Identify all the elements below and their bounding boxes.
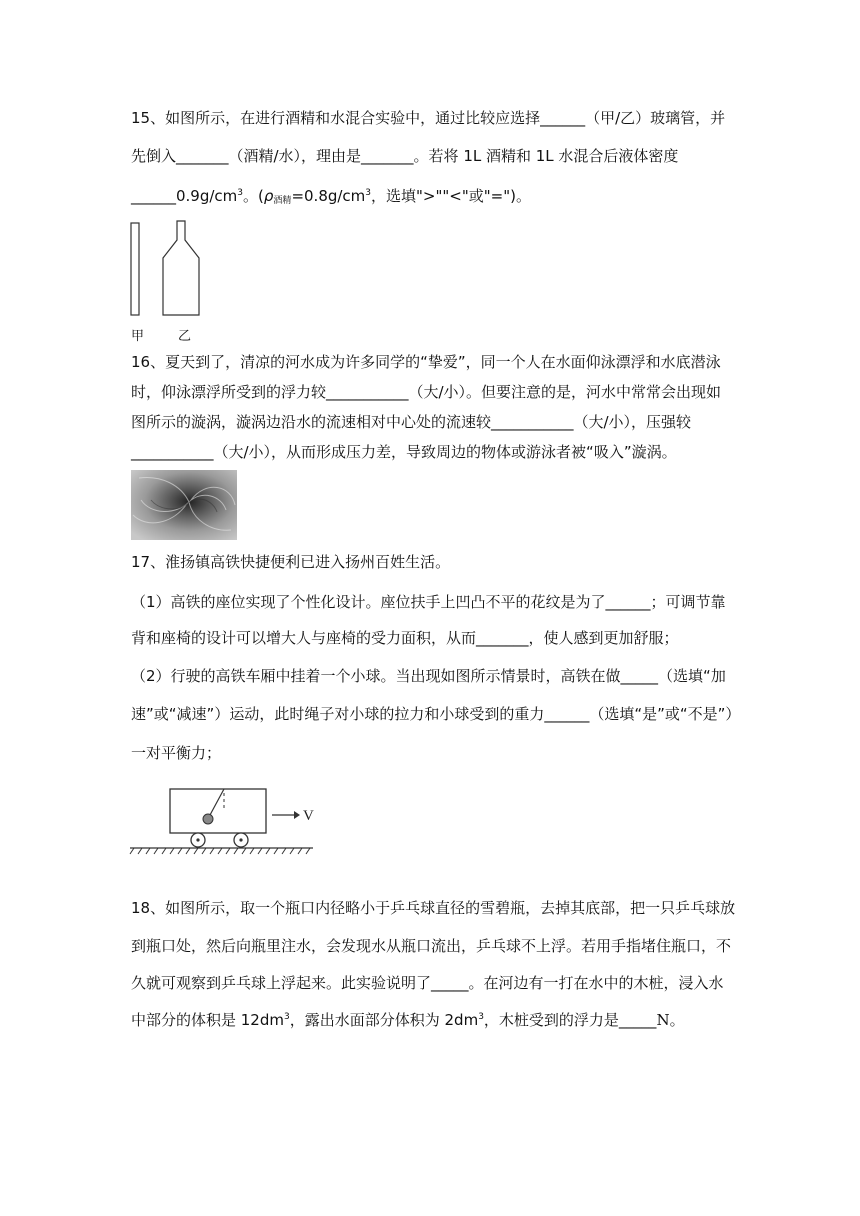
q18-line-4	[131, 1010, 685, 1030]
q17-p2-line-3: 一对平衡力；	[131, 744, 222, 762]
train-car-figure	[128, 785, 328, 855]
wheel-left-hub	[196, 838, 199, 841]
q18-text-b: ，露出水面部分体积为 2dm	[289, 1011, 479, 1029]
string	[210, 789, 224, 815]
q18-text-c: ，木桩受到的浮力是_____	[483, 1011, 657, 1029]
q15-sup2: 3	[365, 188, 372, 198]
q15-line-1: 15、如图所示，在进行酒精和水混合实验中，通过比较应选择______（甲/乙）玻璃管，并	[131, 109, 726, 127]
arrow-head-icon	[294, 811, 300, 819]
q16-line-1: 16、夏天到了，清凉的河水成为许多同学的“挚爱”，同一个人在水面仰泳漂浮和水底潜泳	[131, 353, 721, 371]
wheel-right-hub	[239, 838, 242, 841]
q15-line-3	[131, 186, 531, 206]
q18-text-a: 中部分的体积是 12dm	[131, 1011, 284, 1029]
q18-line-3: 久就可观察到乒乓球上浮起来。此实验说明了_____。在河边有一打在水中的木桩，浸入水	[131, 974, 724, 992]
q15-text-b: 。(	[243, 187, 264, 205]
q17-p1-line-2: 背和座椅的设计可以增大人与座椅的受力面积，从而_______，使人感到更加舒服；	[131, 629, 679, 647]
q18-end: 。	[669, 1011, 685, 1029]
q15-text-d: ，选填">""<"或"=")。	[371, 187, 531, 205]
rho-symbol: ρ	[263, 187, 274, 205]
q18-line-1: 18、如图所示，取一个瓶口内径略小于乒乓球直径的雪碧瓶，去掉其底部，把一只乒乓球放	[131, 899, 736, 917]
q15-text-c: =0.8g/cm	[291, 187, 366, 205]
q18-line-2: 到瓶口处，然后向瓶里注水，会发现水从瓶口流出，乒乓球不上浮。若用手指堵住瓶口，不	[131, 937, 732, 955]
q15-text-a: ______0.9g/cm	[131, 187, 238, 205]
q18-unit: N	[656, 1011, 670, 1029]
whirlpool-image	[131, 470, 237, 540]
q18-sup-2: 3	[478, 1012, 484, 1022]
tube-yi	[163, 221, 199, 315]
label-jia: 甲	[131, 329, 145, 344]
car-body	[170, 789, 266, 833]
tube-jia	[131, 223, 139, 315]
q17-p2-line-1: （2）行驶的高铁车厢中挂着一个小球。当出现如图所示情景时，高铁在做_____（选填“加	[131, 667, 726, 685]
q16-line-2: 时，仰泳漂浮所受到的浮力较___________（大/小）。但要注意的是，河水中常常会出现如	[131, 383, 722, 401]
q15-line-2: 先倒入_______（酒精/水），理由是_______。若将 1L 酒精和 1L 水混合后液体密度	[131, 147, 679, 165]
rho-subscript: 酒精	[273, 196, 292, 206]
q17-p2-line-2: 速”或“减速”）运动，此时绳子对小球的拉力和小球受到的重力______（选填“是”或“不是”）	[131, 705, 741, 723]
q16-line-3: 图所示的漩涡，漩涡边沿水的流速相对中心处的流速较___________（大/小），压强较	[131, 413, 692, 431]
velocity-label: V	[303, 808, 314, 824]
ball	[203, 814, 213, 824]
ground-hatching	[130, 848, 310, 854]
q16-line-4: ___________（大/小），从而形成压力差，导致周边的物体或游泳者被“吸入”漩涡。	[131, 443, 677, 461]
q15-sup: 3	[237, 188, 244, 198]
label-yi: 乙	[178, 329, 192, 344]
q18-sup-1: 3	[284, 1012, 290, 1022]
q17-p1-line-1: （1）高铁的座位实现了个性化设计。座位扶手上凹凸不平的花纹是为了______；可调节靠	[131, 593, 726, 611]
glass-tubes-figure	[125, 218, 215, 318]
q17-title: 17、淮扬镇高铁快捷便利已进入扬州百姓生活。	[131, 553, 451, 571]
